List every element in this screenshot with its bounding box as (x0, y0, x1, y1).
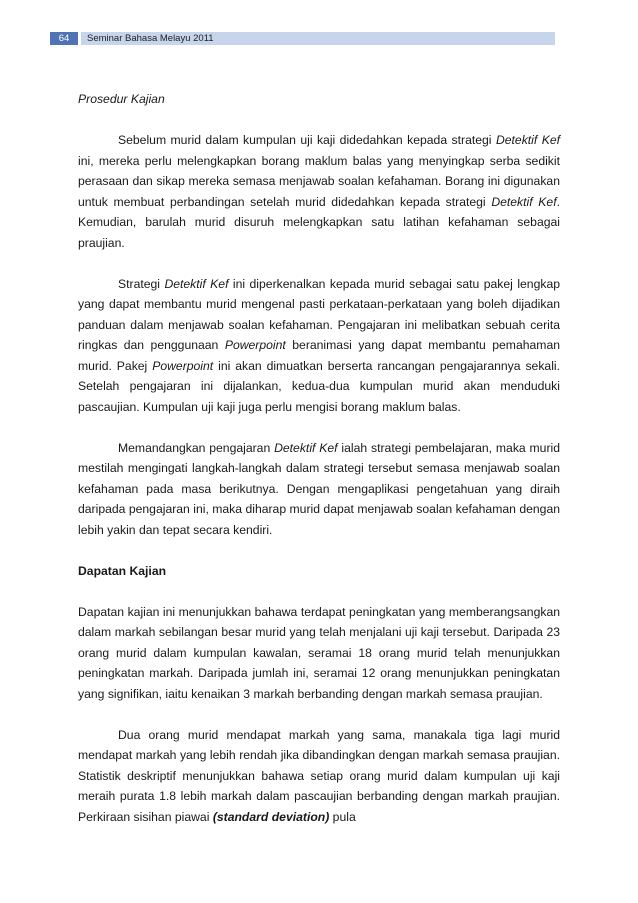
page-number: 64 (50, 32, 78, 45)
term-detektif-kef: Detektif Kef (495, 133, 560, 147)
text-run: Dua orang murid mendapat markah yang sama, manakala tiga lagi murid mendapat markah yang lebih rendah jika dibandingkan dengan markah semasa praujian. Statistik deskriptif menunjukkan bahawa setiap orang murid dalam kumpulan uji kaji meraih purata 1.8 lebih markah dalam pascaujian berbanding dengan markah praujian. Perkiraan sisihan piawai (78, 727, 560, 824)
text-run: ialah strategi pembelajaran, maka murid mestilah mengingati langkah-langkah dalam strategi tersebut semasa menjawab soalan kefahaman pada masa berikutnya. Dengan mengaplikasi pengetahuan yang diraih daripada pengajaran ini, maka diharap murid dapat menjawab soalan kefahaman dengan lebih yakin dan tepat secara kendiri. (78, 440, 561, 537)
section-heading-dapatan: Dapatan Kajian (78, 563, 167, 578)
text-run: beranimasi yang dapat membantu pemahaman murid. Pakej (78, 338, 560, 373)
text-run: ini diperkenalkan kepada murid sebagai satu pakej lengkap yang dapat membantu murid mengenal pasti perkataan-perkataan yang boleh dijadikan panduan dalam menjawab soalan kefahaman. Pengajaran ini melibatkan sebuah cerita ringkas dan penggunaan (78, 276, 561, 352)
section-heading-prosedur: Prosedur Kajian (78, 92, 165, 106)
running-header-title: Seminar Bahasa Melayu 2011 (81, 32, 555, 45)
term-powerpoint: Powerpoint (224, 338, 286, 352)
term-standard-deviation: (standard deviation) (212, 809, 330, 824)
term-detektif-kef: Detektif Kef (491, 194, 557, 209)
text-run: Memandangkan pengajaran (118, 440, 275, 455)
text-run: . Kemudian, barulah murid disuruh melengkapkan satu latihan kefahaman sebagai praujian. (78, 194, 560, 250)
paragraph-1 (78, 130, 560, 253)
paragraph-4: Dapatan kajian ini menunjukkan bahawa terdapat peningkatan yang memberangsangkan dalam markah sebilangan besar murid yang telah menjalani uji kaji tersebut. Daripada 23 orang murid dalam kumpulan kawalan, seramai 18 orang murid telah menunjukkan peningkatan markah. Daripada jumlah ini, seramai 12 orang menunjukkan peningkatan yang signifikan, iaitu kenaikan 3 markah berbanding dengan markah semasa praujian. (78, 604, 560, 701)
text-run: ini akan dimuatkan berserta rancangan pengajarannya sekali. Setelah pengajaran ini dijalankan, kedua-dua kumpulan murid akan menduduki pascaujian. Kumpulan uji kaji juga perlu mengisi borang maklum balas. (78, 358, 560, 414)
document-body (78, 89, 560, 848)
text-run: Strategi (118, 276, 165, 291)
paragraph-5 (78, 725, 560, 828)
term-detektif-kef: Detektif Kef (164, 276, 229, 291)
text-run: ini, mereka perlu melengkapkan borang maklum balas yang menyingkap serba sedikit perasaan dan sikap mereka semasa menjawab soalan kefahaman. Borang ini digunakan untuk membuat perbandingan setelah murid didedahkan kepada strategi (78, 153, 560, 209)
text-run: Sebelum murid dalam kumpulan uji kaji didedahkan kepada strategi (118, 133, 496, 147)
term-powerpoint: Powerpoint (152, 358, 214, 373)
page-header (50, 32, 555, 45)
term-detektif-kef: Detektif Kef (274, 440, 338, 455)
paragraph-2 (78, 274, 560, 418)
text-run: pula (329, 809, 356, 824)
paragraph-3 (78, 438, 560, 541)
